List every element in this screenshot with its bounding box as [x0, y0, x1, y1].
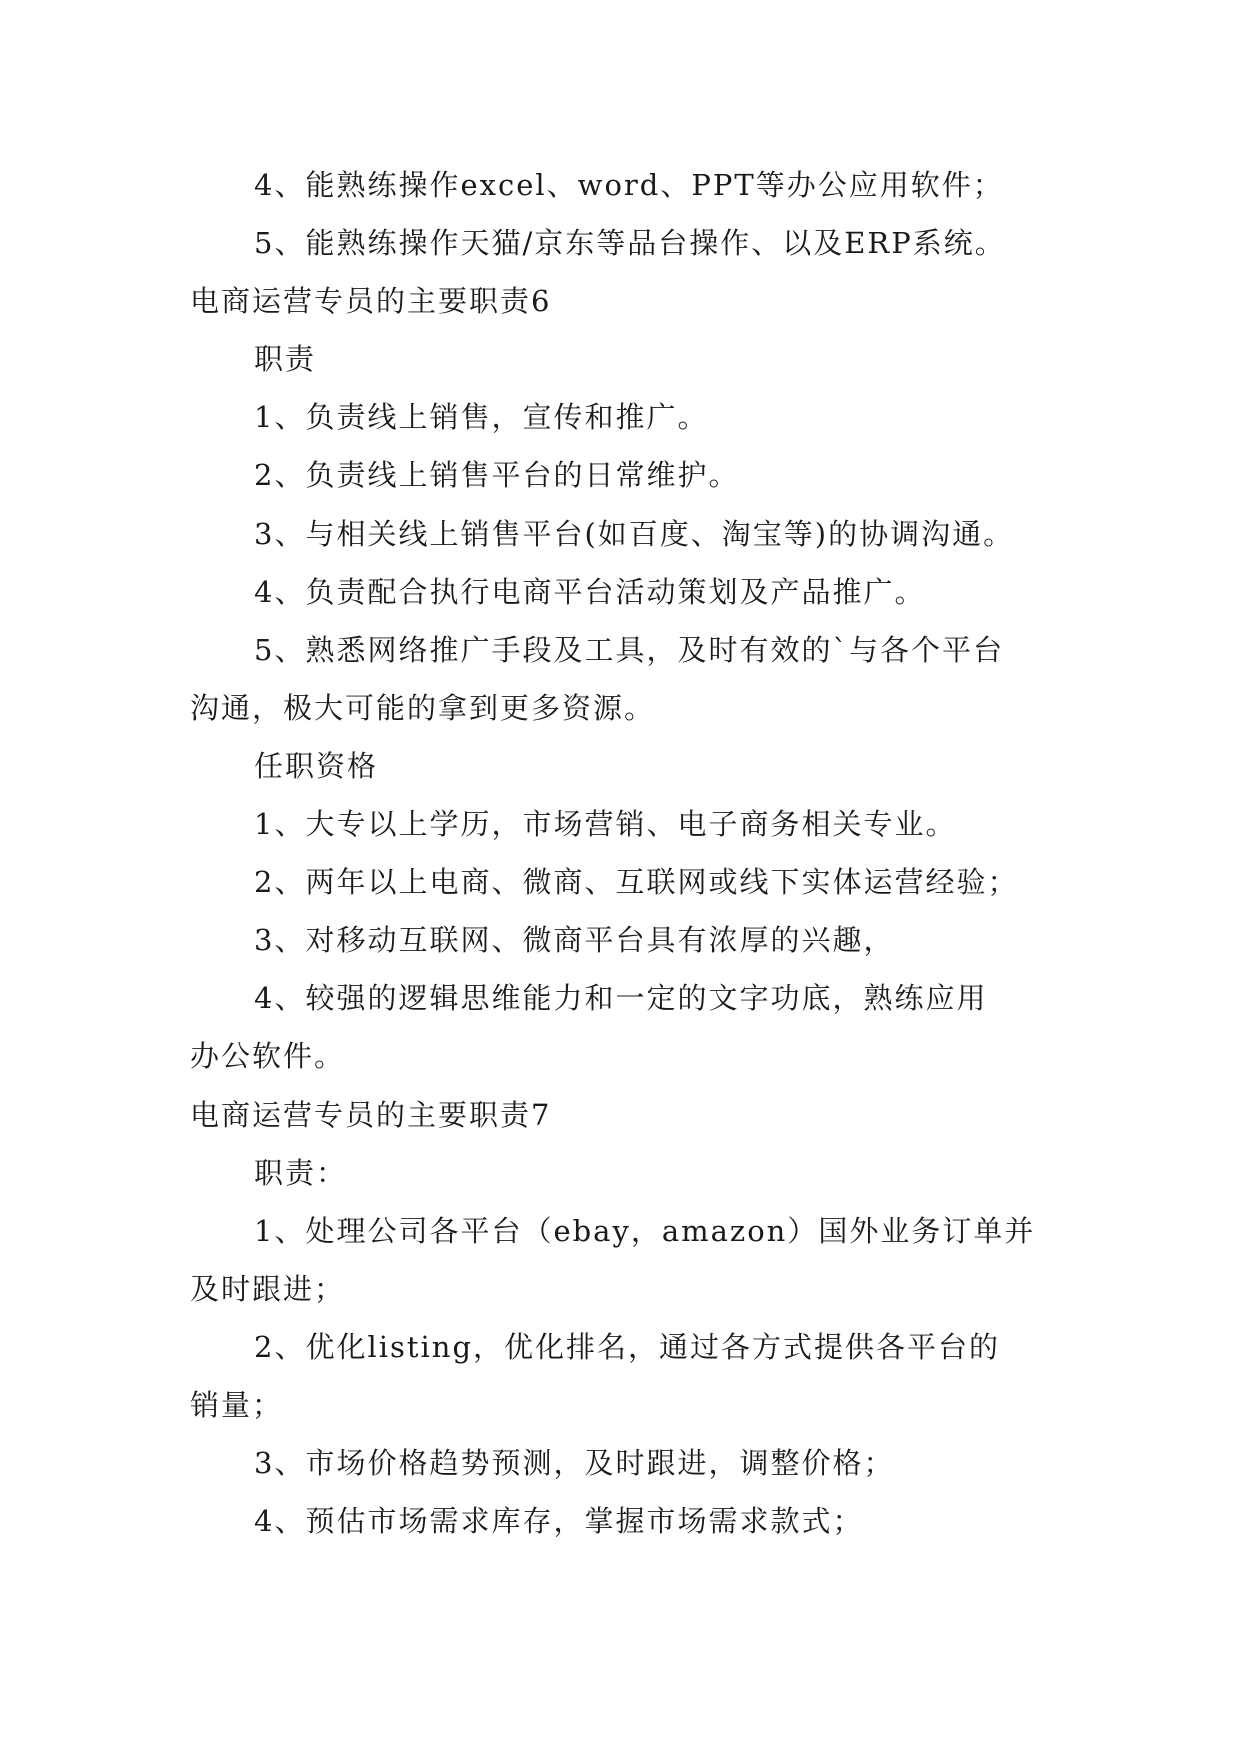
subsection-heading: 职责： [254, 1155, 348, 1190]
text-line: 3、与相关线上销售平台(如百度、淘宝等)的协调沟通。 [254, 516, 1015, 551]
text-line: 2、优化listing，优化排名，通过各方式提供各平台的 [254, 1329, 1001, 1364]
text-line: 4、较强的逻辑思维能力和一定的文字功底，熟练应用 [254, 981, 988, 1016]
section-heading: 电商运营专员的主要职责7 [190, 1097, 552, 1132]
text-line: 3、对移动互联网、微商平台具有浓厚的兴趣， [254, 923, 895, 958]
text-line: 2、两年以上电商、微商、互联网或线下实体运营经验； [254, 865, 1019, 900]
subsection-heading: 任职资格 [254, 748, 379, 783]
text-line: 1、处理公司各平台（ebay，amazon）国外业务订单并 [254, 1213, 1036, 1248]
text-line: 沟通，极大可能的拿到更多资源。 [190, 690, 656, 725]
subsection-heading: 职责 [254, 342, 317, 377]
document-body [190, 156, 1050, 1550]
text-line: 3、市场价格趋势预测，及时跟进，调整价格； [254, 1446, 895, 1481]
text-line: 及时跟进； [190, 1271, 346, 1306]
text-line: 1、负责线上销售，宣传和推广。 [254, 400, 709, 435]
text-line: 4、负责配合执行电商平台活动策划及产品推广。 [254, 574, 926, 609]
text-line: 2、负责线上销售平台的日常维护。 [254, 458, 740, 493]
text-line: 5、能熟练操作天猫/京东等品台操作、以及ERP系统。 [254, 226, 1006, 261]
text-line: 办公软件。 [190, 1039, 346, 1074]
section-heading: 电商运营专员的主要职责6 [190, 284, 552, 319]
text-line: 4、预估市场需求库存，掌握市场需求款式； [254, 1504, 864, 1539]
text-line: 1、大专以上学历，市场营销、电子商务相关专业。 [254, 807, 957, 842]
text-line: 销量； [190, 1387, 284, 1422]
text-line: 4、能熟练操作excel、word、PPT等办公应用软件； [254, 168, 1004, 202]
text-line: 5、熟悉网络推广手段及工具，及时有效的`与各个平台 [254, 632, 1004, 667]
